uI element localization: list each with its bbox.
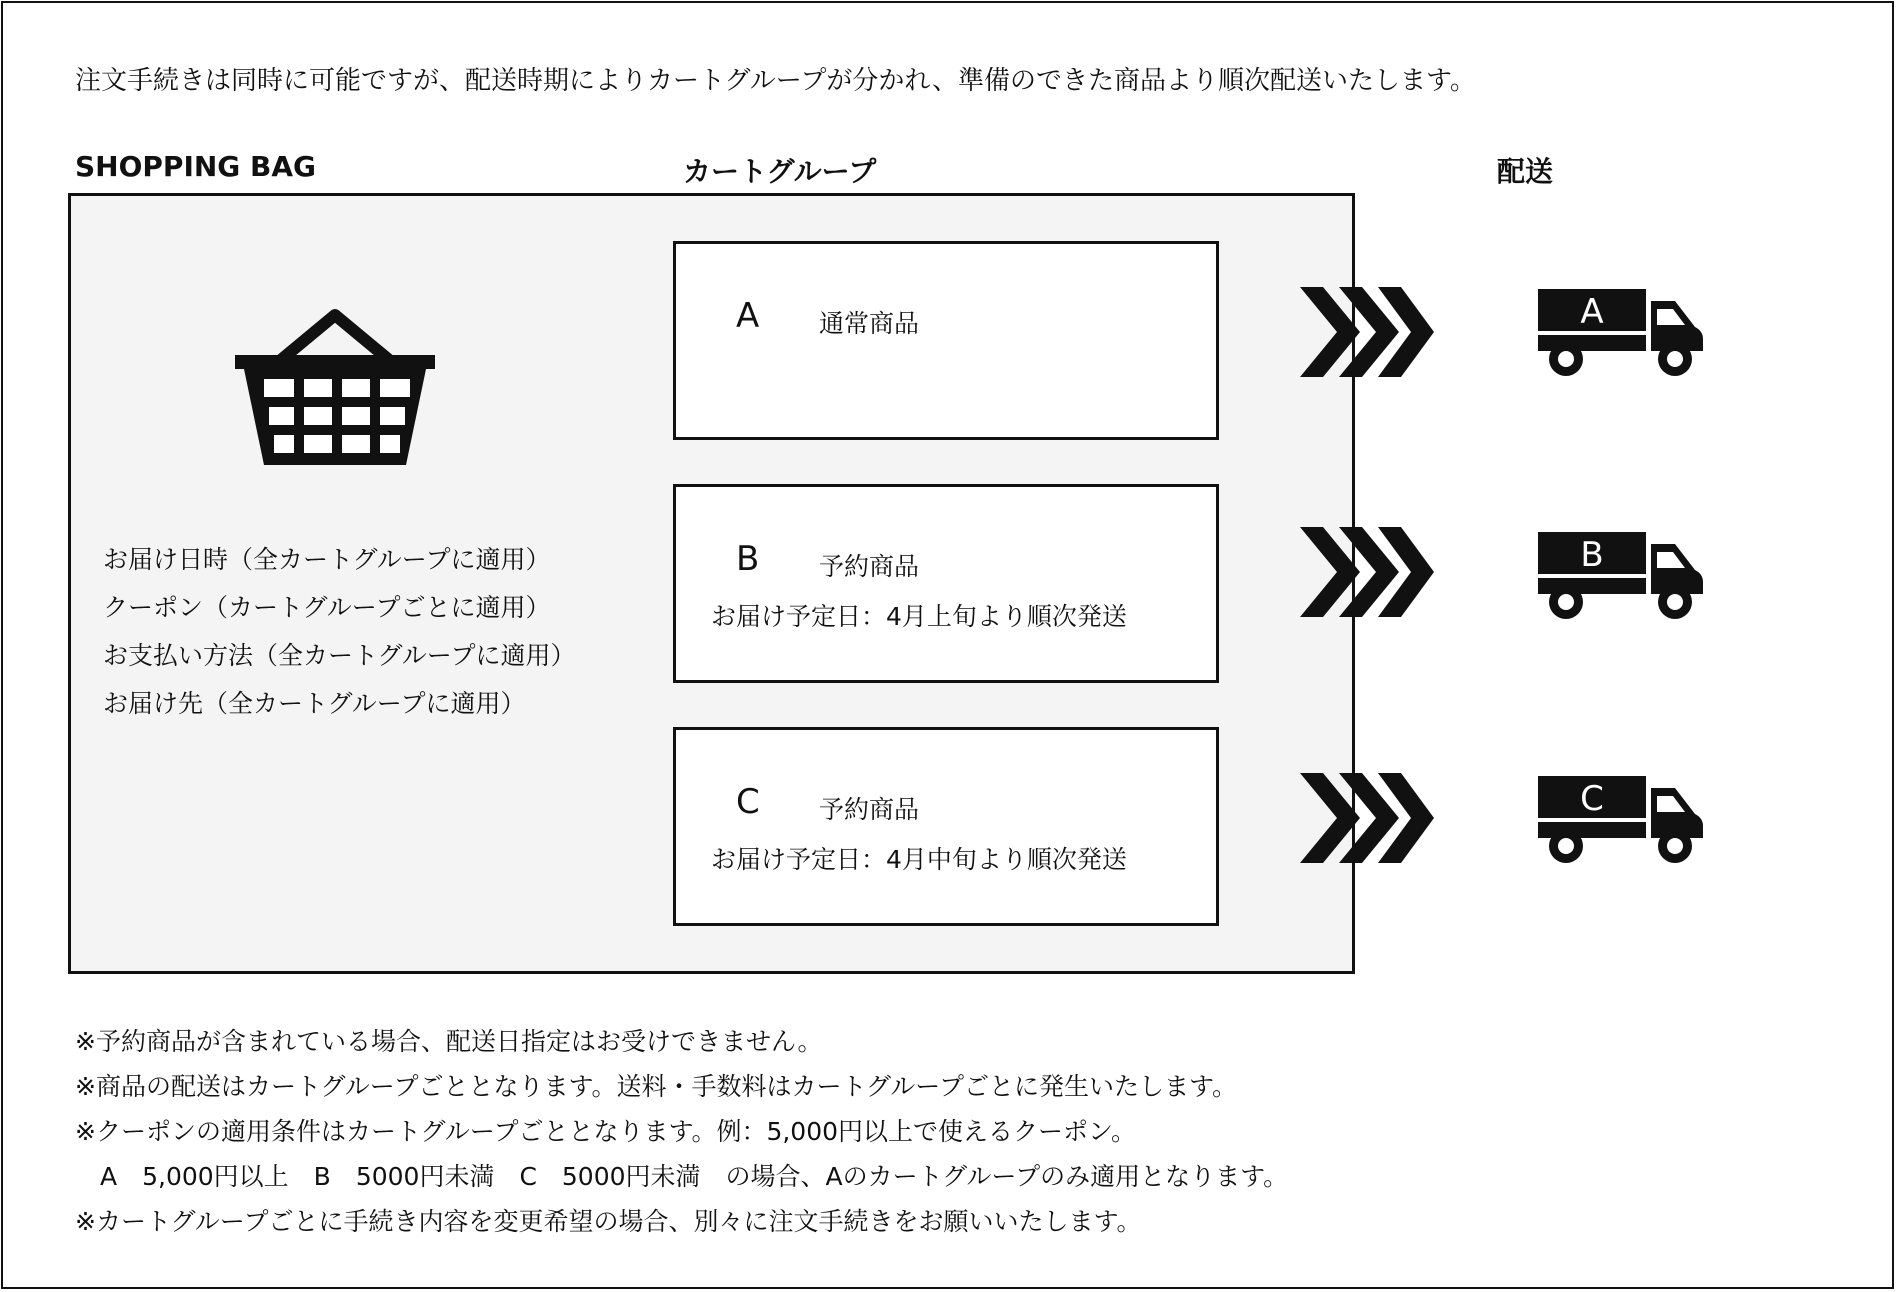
note-item: ※カートグループごとに手続き内容を変更希望の場合、別々に注文手続きをお願いいたします。 [75,1207,1142,1236]
rule-delivery-datetime: お届け日時（全カートグループに適用） [103,545,551,574]
note-item: ※商品の配送はカートグループごととなります。送料・手数料はカートグループごとに発生いたします。 [75,1072,1237,1101]
bag-rules-list [103,540,576,732]
cart-group-c [673,727,1219,926]
group-name: 通常商品 [819,309,920,338]
cart-group-a [673,241,1219,440]
note-item: A 5,000円以上 B 5000円未満 C 5000円未満 の場合、Aのカートグループのみ適用となります。 [75,1162,1289,1191]
truck-letter: A [1580,292,1604,332]
delivery-truck-icon [1535,287,1705,377]
shipping-label: 配送 [1497,155,1554,188]
note-item: ※予約商品が含まれている場合、配送日指定はお受けできません。 [75,1027,823,1056]
rule-delivery-address: お届け先（全カートグループに適用） [103,689,526,718]
rule-payment-method: お支払い方法（全カートグループに適用） [103,641,576,670]
group-delivery-date: お届け予定日：4月中旬より順次発送 [711,845,1127,874]
cart-group-b [673,484,1219,683]
group-letter: A [736,296,760,336]
chevron-arrows-icon [1300,773,1435,863]
group-name: 予約商品 [819,552,920,581]
shopping-basket-icon [230,305,440,470]
delivery-truck-icon [1535,530,1705,620]
note-item: ※クーポンの適用条件はカートグループごととなります。例：5,000円以上で使えるクーポン。 [75,1117,1137,1146]
chevron-arrows-icon [1300,287,1435,377]
group-name: 予約商品 [819,795,920,824]
cart-group-label: カートグループ [683,155,877,188]
delivery-truck-icon [1535,774,1705,864]
chevron-arrows-icon [1300,527,1435,617]
group-letter: B [736,539,760,579]
shopping-bag-label: SHOPPING BAG [75,150,317,183]
intro-text: 注文手続きは同時に可能ですが、配送時期によりカートグループが分かれ、準備のできた商品より順次配送いたします。 [75,66,1476,96]
truck-letter: C [1580,779,1604,819]
truck-letter: B [1580,535,1604,575]
group-delivery-date: お届け予定日：4月上旬より順次発送 [711,602,1127,631]
rule-coupon: クーポン（カートグループごとに適用） [103,593,551,622]
notes-list [75,1022,1288,1247]
group-letter: C [736,782,760,822]
